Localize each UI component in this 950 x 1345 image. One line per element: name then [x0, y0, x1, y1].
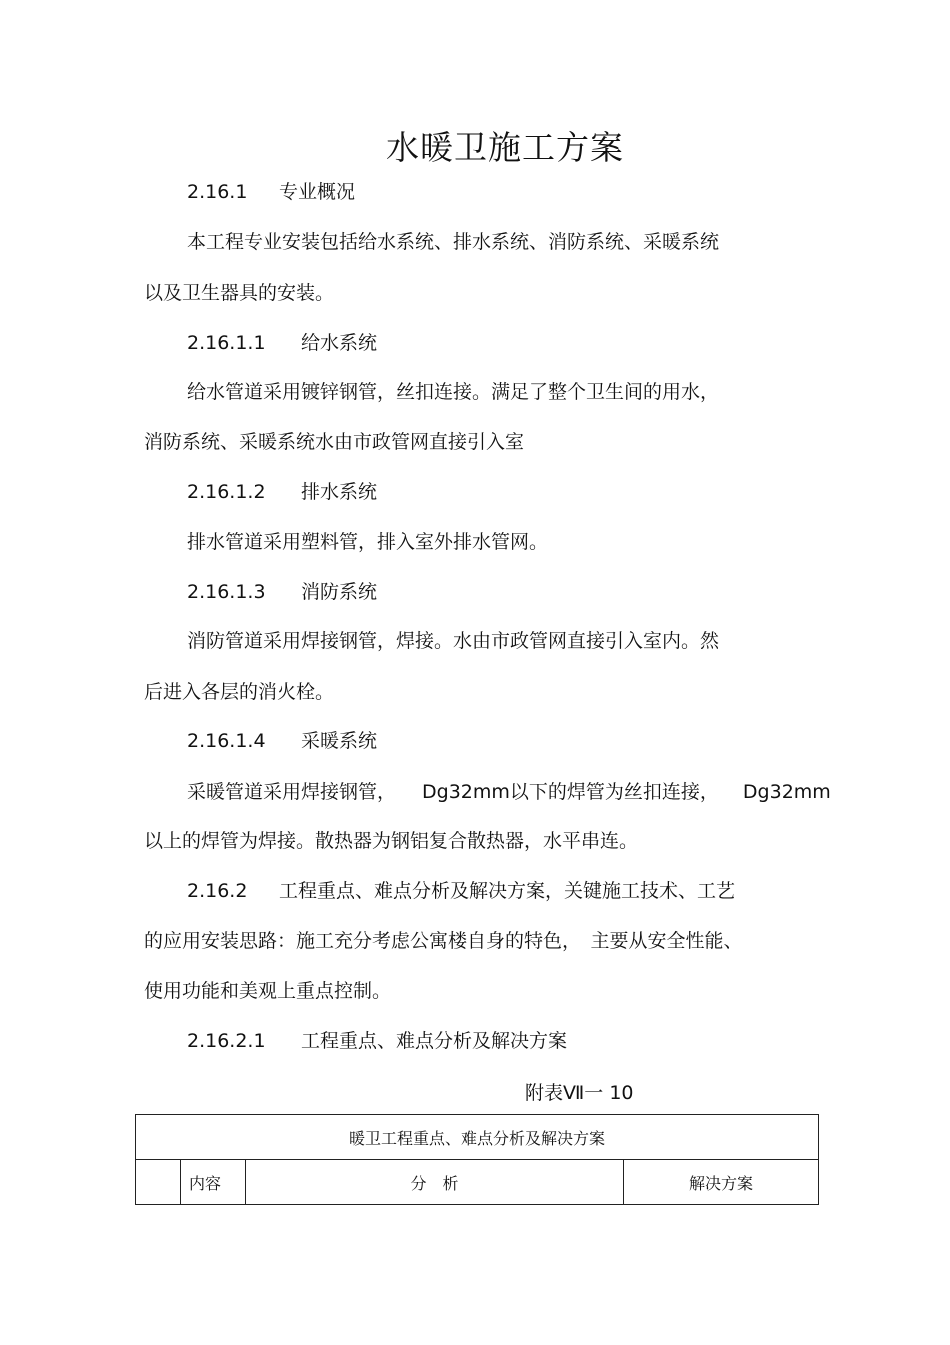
table-header-cell: 分 析 [246, 1160, 624, 1205]
paragraph-line: 本工程专业安装包括给水系统、排水系统、消防系统、采暖系统 [187, 231, 720, 253]
section-heading-2-16-1-2 [187, 480, 377, 504]
section-number: 2.16.1.2 [187, 481, 266, 503]
section-heading-2-16-1-4 [187, 729, 377, 753]
section-title: 工程重点、难点分析及解决方案，关键施工技术、工艺 [279, 880, 736, 902]
spec-dg32: Dg32mm [742, 781, 831, 803]
text-run: 以下的焊管为丝扣连接， [509, 781, 719, 803]
paragraph-line: 使用功能和美观上重点控制。 [144, 980, 392, 1002]
paragraph-line: 排水管道采用塑料管，排入室外排水管网。 [187, 531, 549, 553]
table-header-cell: 内容 [181, 1160, 246, 1205]
table-header-cell: 解决方案 [624, 1160, 819, 1205]
section-number: 2.16.2.1 [187, 1030, 266, 1052]
paragraph-line: 给水管道采用镀锌钢管，丝扣连接。满足了整个卫生间的用水， [187, 381, 720, 403]
paragraph-line: 消防系统、采暖系统水由市政管网直接引入室 [144, 431, 525, 453]
table-header-row [136, 1160, 819, 1205]
paragraph-line: 后进入各层的消火栓。 [144, 681, 335, 703]
section-heading-2-16-1-3 [187, 580, 377, 604]
section-number: 2.16.2 [187, 880, 248, 902]
spec-dg32: Dg32mm [422, 781, 510, 803]
paragraph-line: 以及卫生器具的安装。 [144, 282, 335, 304]
section-number: 2.16.1 [187, 181, 248, 203]
paragraph-line: 以上的焊管为焊接。散热器为钢铝复合散热器，水平串连。 [144, 830, 639, 852]
section-title: 采暖系统 [301, 730, 378, 752]
section-number: 2.16.1.3 [187, 581, 266, 603]
section-heading-2-16-2 [187, 879, 735, 903]
section-title: 消防系统 [301, 581, 378, 603]
annex-label: 附表Ⅶ一 10 [525, 1082, 634, 1104]
paragraph-line: 消防管道采用焊接钢管，焊接。水由市政管网直接引入室内。然 [187, 630, 720, 652]
table-caption: 暖卫工程重点、难点分析及解决方案 [136, 1115, 819, 1160]
paragraph-line-heating [187, 780, 831, 804]
section-heading-2-16-1-1 [187, 331, 377, 355]
section-heading-2-16-1 [187, 180, 355, 204]
paragraph-line: 的应用安装思路：施工充分考虑公寓楼自身的特色， 主要从安全性能、 [144, 930, 743, 952]
section-title: 排水系统 [301, 481, 378, 503]
table-header-cell [136, 1160, 181, 1205]
section-title: 工程重点、难点分析及解决方案 [301, 1030, 568, 1052]
text-run: 采暖管道采用焊接钢管， [187, 781, 397, 803]
section-title: 专业概况 [279, 181, 356, 203]
document-title: 水暖卫施工方案 [386, 128, 624, 167]
section-title: 给水系统 [301, 332, 378, 354]
analysis-table [135, 1114, 819, 1205]
section-number: 2.16.1.1 [187, 332, 266, 354]
section-heading-2-16-2-1 [187, 1029, 567, 1053]
section-number: 2.16.1.4 [187, 730, 266, 752]
